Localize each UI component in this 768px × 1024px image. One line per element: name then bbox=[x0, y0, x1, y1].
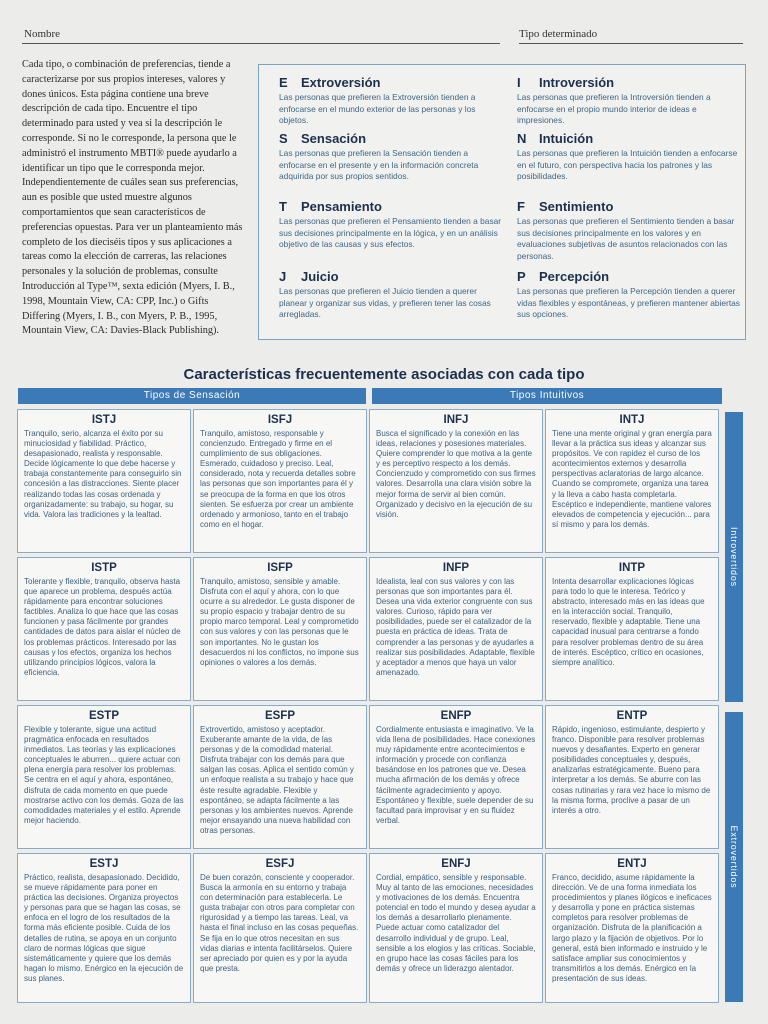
type-card-intj bbox=[545, 409, 719, 553]
type-code: INFJ bbox=[443, 414, 469, 426]
preference-letter: S bbox=[279, 131, 288, 146]
preference-letter: I bbox=[517, 75, 521, 90]
type-description: Extrovertido, amistoso y aceptador. Exuberante amante de la vida, de las personas y de la comodidad material. Disfruta trabajar con los demás para que salgan las cosas. Aplica el sentido común y un enfoque realista a su trabajo y hace que éste resulte agradable. Flexible y espontáneo, se adapta fácilmente a las personas y los ambientes nuevos. Aprende mejor ensayando una nueva habilidad con otras personas. bbox=[200, 725, 354, 835]
type-code: INTP bbox=[618, 562, 646, 574]
type-code: ISFJ bbox=[267, 414, 293, 426]
extroverted-side-band bbox=[725, 712, 743, 1002]
type-code: INTJ bbox=[619, 414, 645, 426]
preference-letter: N bbox=[517, 131, 527, 146]
type-card-isfp bbox=[193, 557, 367, 701]
type-description: Tranquilo, amistoso, responsable y concienzudo. Entregado y firme en el cumplimiento de sus obligaciones. Esmerado, cuidadoso y preciso. Leal, considerado, nota y recuerda detalles sobre las personas que son importantes para él y se preocupa de la forma en que los otros sienten. Se esfuerza por crear un ambiente ordenado y armonioso, tanto en el trabajo como en el hogar. bbox=[200, 429, 356, 529]
preference-letter: P bbox=[517, 269, 526, 284]
type-description: Tranquilo, serio, alcanza el éxito por su minuciosidad y fiabilidad. Práctico, desapasionado, realista y responsable. Decide lógicamente lo que debe hacerse y trabaja constantemente para conseguirlo sin concesión a las distracciones. Siente placer realizando todas las cosas ordenada y organizadamente: su trabajo, su hogar, su vida. Valora las tradiciones y la lealtad. bbox=[24, 429, 182, 519]
preference-j bbox=[279, 269, 504, 321]
preference-name: Sensación bbox=[301, 131, 367, 146]
introverted-side-band bbox=[725, 412, 743, 702]
type-code: ENFJ bbox=[441, 858, 471, 870]
preference-name: Juicio bbox=[301, 269, 339, 284]
type-code: ENFP bbox=[440, 710, 472, 722]
type-code: ISTJ bbox=[91, 414, 117, 426]
type-card-infp bbox=[369, 557, 543, 701]
type-card-istj bbox=[17, 409, 191, 553]
type-description: Cordialmente entusiasta e imaginativo. Ve la vida llena de posibilidades. Hace conexiones muy rápidamente entre acontecimientos e información y procede con confianza basándose en los patrones que ve. Desea mucha afirmación de los demás y ofrece fácilmente agradecimiento y apoyo. Espontáneo y flexible, suele depender de su facultad para improvisar y en su fluidez verbal. bbox=[376, 725, 536, 825]
preference-name: Introversión bbox=[539, 75, 615, 90]
type-description: Cordial, empático, sensible y responsable. Muy al tanto de las emociones, necesidades y motivaciones de los demás. Encuentra potencial en todo el mundo y desea ayudar a los demás a desarrollarlo plenamente. Puede actuar como catalizador del desarrollo individual y de grupo. Leal, sensible a los elogios y las críticas. Sociable, en grupo hace las cosas fáciles para los demás y ofrece un liderazgo alentador. bbox=[376, 873, 536, 973]
intro-paragraph: Cada tipo, o combinación de preferencias, tiende a caracterizarse por sus propios intereses, valores y dones únicos. Esta página contiene una breve descripción de cada tipo. Encuentre el tipo determinado para usted y vea si la descripción le corresponde. Si no le corresponde, la persona que le administró el instrumento MBTI® puede ayudarlo a identificar un tipo que le corresponda mejor. Independientemente de cuáles sean sus preferencias, aun es posible que usted muestre algunos comportamientos que sean característicos de preferencias opuestas. Para ver un planteamiento más completo de los dieciséis tipos y sus aplicaciones a tareas como la elección de carreras, las relaciones personales y la solución de problemas, consulte Introducción al Type™, sexta edición (Myers, I. B., 1998, Mountain View, CA: CPP, Inc.) o Gifts Differing (Myers, I. B., con Myers, P. B., 1995, Mountain View, CA: Davies-Black Publishing). bbox=[22, 59, 243, 337]
type-card-intp bbox=[545, 557, 719, 701]
extroverted-label: Extrovertidos bbox=[729, 825, 739, 889]
type-code: INFP bbox=[442, 562, 470, 574]
type-card-istp bbox=[17, 557, 191, 701]
type-description: Rápido, ingenioso, estimulante, despierto y franco. Disponible para resolver problemas nuevos y desafiantes. Experto en generar posibilidades conceptuales y, después, analizarlas estratégicamente. Bueno para interpretar a los demás. Se aburre con las cosas rutinarias y rara vez hace lo mismo de la misma forma, proclive a pasar de un interés a otro. bbox=[552, 725, 711, 815]
type-code: ESFP bbox=[264, 710, 296, 722]
type-code: ENTP bbox=[616, 710, 648, 722]
preference-desc: Las personas que prefieren la Introversión tienden a enfocarse en el propio mundo interior de ideas e impresiones. bbox=[517, 92, 711, 126]
tipo-label: Tipo determinado bbox=[519, 28, 598, 40]
nombre-label: Nombre bbox=[24, 28, 61, 40]
type-description: Franco, decidido, asume rápidamente la dirección. Ve de una forma inmediata los procedimientos y planes ilógicos e ineficaces y desarrolla y pone en práctica sistemas completos para resolver problemas de organización. Disfruta de la planificación a largo plazo y la fijación de objetivos. Por lo general, está bien informado e instruido y le satisface ampliar sus conocimientos y transmitirlos a los demás. Enérgico en la presentación de sus ideas. bbox=[552, 873, 712, 983]
type-card-estj bbox=[17, 853, 191, 1003]
preference-letter: E bbox=[279, 75, 288, 90]
preference-name: Intuición bbox=[539, 131, 594, 146]
type-description: Intenta desarrollar explicaciones lógicas para todo lo que le interesa. Teórico y abstracto, interesado más en las ideas que en la interacción social. Tranquilo, reservado, flexible y adaptable. Tiene una capacidad inusual para centrarse a fondo para resolver problemas dentro de su área de interés. Escéptico, crítico en ocasiones, siempre analítico. bbox=[552, 577, 705, 667]
preference-name: Percepción bbox=[539, 269, 610, 284]
type-card-estp bbox=[17, 705, 191, 849]
type-card-enfp bbox=[369, 705, 543, 849]
preference-name: Extroversión bbox=[301, 75, 381, 90]
type-description: Práctico, realista, desapasionado. Decidido, se mueve rápidamente para poner en práctica las decisiones. Organiza proyectos y personas para que se hagan las cosas, se enfoca en el logro de los resultados de la forma más eficiente posible. Cuida de los detalles de rutina, se apoya en un conjunto claro de normas lógicas que sigue sistemáticamente y quiere que los demás hagan lo mismo. Enérgico en la ejecución de sus planes. bbox=[24, 873, 184, 983]
type-description: Tiene una mente original y gran energía para llevar a la práctica sus ideas y alcanzar sus propósitos. Ve con rapidez el curso de los acontecimientos externos y desarrolla perspectivas aclaratorias de largo alcance. Cuando se compromete, organiza una tarea y la lleva a cabo hasta completarla. Escéptico e independiente, mantiene valores elevados de competencia y ejecución... para sí mismo y para los demás. bbox=[552, 429, 712, 529]
preference-desc: Las personas que prefieren el Pensamiento tienden a basar sus decisiones principalmente en la lógica, y en un análisis objetivo de las causas y sus efectos. bbox=[279, 216, 502, 250]
type-description: Busca el significado y la conexión en las ideas, relaciones y posesiones materiales. Quiere comprender lo que motiva a la gente y es perceptivo respecto a los demás. Concienzudo y comprometido con sus firmes valores. Desarrolla una clara visión sobre la mejor forma de servir al bien común. Organizado y decisivo en la ejecución de su visión. bbox=[376, 429, 536, 519]
type-code: ISTP bbox=[91, 562, 117, 574]
type-code: ESTJ bbox=[89, 858, 119, 870]
preference-desc: Las personas que prefieren el Juicio tienden a querer planear y organizar sus vidas, y prefieren tener las cosas arregladas. bbox=[279, 286, 491, 320]
introverted-label: Introvertidos bbox=[729, 527, 739, 587]
type-description: De buen corazón, consciente y cooperador. Busca la armonía en su entorno y trabaja con determinación para establecerla. Le gusta trabajar con otros para completar con rigurosidad y a tiempo las tareas. Leal, va hasta el final incluso en las cosas pequeñas. Se fija en lo que otros necesitan en sus vidas diarias e intenta facilitárselos. Quiere ser apreciado por quien es y por la ayuda que presta. bbox=[200, 873, 359, 973]
preference-e bbox=[279, 75, 504, 127]
type-code: ISFP bbox=[267, 562, 293, 574]
type-card-esfp bbox=[193, 705, 367, 849]
preference-p bbox=[517, 269, 742, 321]
preference-desc: Las personas que prefieren la Sensación tienden a enfocarse en el presente y en la información concreta adquirida por sus propios sentidos. bbox=[279, 148, 479, 182]
type-card-infj bbox=[369, 409, 543, 553]
preference-letter: J bbox=[279, 269, 287, 284]
intuitive-types-band: Tipos Intuitivos bbox=[372, 388, 722, 404]
types-section-title: Características frecuentemente asociadas con cada tipo bbox=[183, 366, 585, 383]
preference-letter: T bbox=[279, 199, 287, 214]
preference-f bbox=[517, 199, 742, 262]
preferences-box bbox=[258, 64, 746, 340]
type-code: ESFJ bbox=[265, 858, 295, 870]
sensing-types-band: Tipos de Sensación bbox=[18, 388, 366, 404]
preference-letter: F bbox=[517, 199, 525, 214]
type-card-isfj bbox=[193, 409, 367, 553]
type-description: Idealista, leal con sus valores y con las personas que son importantes para él. Desea una vida exterior congruente con sus valores. Curioso, rápido para ver posibilidades, puede ser el catalizador de la puesta en práctica de ideas. Trata de comprender a las personas y de ayudarles a realizar sus posibilidades. Adaptable, flexible y aceptador a menos que haya un valor amenazado. bbox=[376, 577, 535, 677]
preference-s bbox=[279, 131, 504, 183]
preference-t bbox=[279, 199, 504, 251]
type-description: Flexible y tolerante, sigue una actitud pragmática enfocada en resultados inmediatos. Las teorías y las explicaciones conceptuales le aburren... quiere actuar con plena energía para resolver los problemas. Se centra en el aquí y ahora, espontáneo, disfruta de cada momento en que puede mostrarse activo con los demás. Goza de las comodidades materiales y el estilo. Aprende mejor haciendo. bbox=[24, 725, 184, 825]
type-card-esfj bbox=[193, 853, 367, 1003]
preference-name: Pensamiento bbox=[301, 199, 382, 214]
preference-name: Sentimiento bbox=[539, 199, 614, 214]
tipo-line bbox=[519, 43, 743, 44]
preference-i bbox=[517, 75, 742, 127]
preference-desc: Las personas que prefieren la Intuición tienden a enfocarse en el futuro, con perspectiva hacia los patrones y las posibilidades. bbox=[517, 148, 738, 182]
type-description: Tranquilo, amistoso, sensible y amable. Disfruta con el aquí y ahora, con lo que ocurre a su alrededor. Le gusta disponer de su propio espacio y trabajar dentro de su propio marco temporal. Leal y comprometido con sus valores y con las personas que le son importantes. No le gustan los desacuerdos ni los conflictos, no impone sus opiniones o valores a los demás. bbox=[200, 577, 359, 667]
nombre-line bbox=[22, 43, 500, 44]
type-code: ESTP bbox=[88, 710, 120, 722]
preference-n bbox=[517, 131, 742, 183]
preference-desc: Las personas que prefieren la Extroversión tienden a enfocarse en el mundo exterior de las personas y los objetos. bbox=[279, 92, 476, 126]
type-description: Tolerante y flexible, tranquilo, observa hasta que aparece un problema, después actúa rápidamente para encontrar soluciones factibles. Analiza lo que hace que las cosas funcionen y pasa fácilmente por grandes cantidades de datos para aislar el núcleo de los problemas prácticos. Interesado por las causas y los efectos, organiza los hechos utilizando principios lógicos, valora la eficiencia. bbox=[24, 577, 181, 677]
type-code: ENTJ bbox=[617, 858, 647, 870]
preference-desc: Las personas que prefieren el Sentimiento tienden a basar sus decisiones principalmente en los valores y en evaluaciones subjetivas de asuntos relacionados con las personas. bbox=[517, 216, 735, 261]
preference-desc: Las personas que prefieren la Percepción tienden a querer vidas flexibles y espontáneas, y prefieren mantener abiertas sus opciones. bbox=[517, 286, 740, 320]
type-card-enfj bbox=[369, 853, 543, 1003]
type-card-entj bbox=[545, 853, 719, 1003]
type-card-entp bbox=[545, 705, 719, 849]
